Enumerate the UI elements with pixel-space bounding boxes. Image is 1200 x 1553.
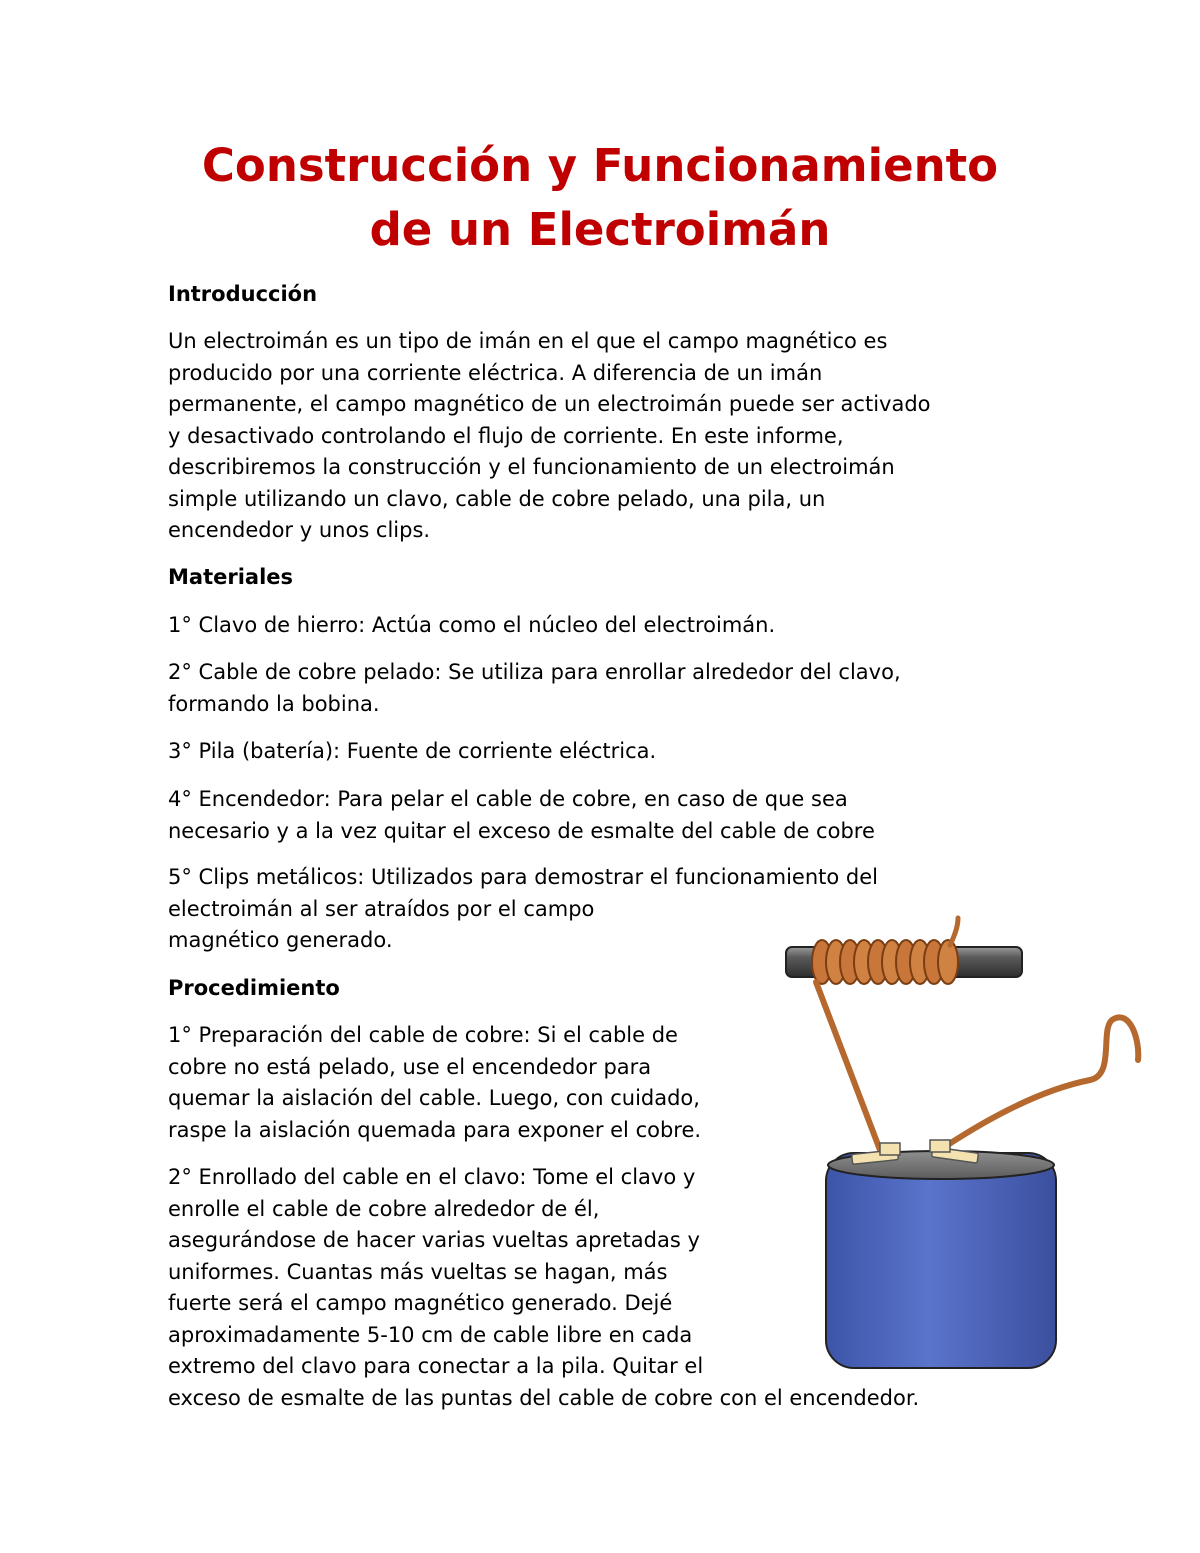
intro-line: permanente, el campo magnético de un electroimán puede ser activado	[168, 392, 931, 416]
material-line: 5° Clips metálicos: Utilizados para demostrar el funcionamiento del	[168, 865, 878, 889]
intro-line: describiremos la construcción y el funcionamiento de un electroimán	[168, 455, 895, 479]
procedure-line: uniformes. Cuantas más vueltas se hagan, más	[168, 1259, 668, 1284]
procedure-line: enrolle el cable de cobre alrededor de él,	[168, 1196, 600, 1221]
procedure-line: 1° Preparación del cable de cobre: Si el cable de	[168, 1023, 678, 1047]
title-line-1: Construcción y Funcionamiento	[201, 139, 999, 192]
procedure-line: cobre no está pelado, use el encendedor para	[168, 1054, 652, 1079]
intro-line: Un electroimán es un tipo de imán en el que el campo magnético es	[168, 329, 888, 353]
procedure-line: raspe la aislación quemada para exponer el cobre.	[168, 1117, 702, 1142]
procedure-line: asegurándose de hacer varias vueltas apretadas y	[168, 1228, 700, 1252]
wire-right-icon	[940, 1017, 1138, 1150]
material-line: necesario y a la vez quitar el exceso de esmalte del cable de cobre	[168, 818, 875, 843]
electromagnet-illustration	[770, 905, 1150, 1380]
intro-heading: Introducción	[168, 282, 318, 306]
procedure-line: 2° Enrollado del cable en el clavo: Tome el clavo y	[168, 1165, 696, 1189]
intro-line: simple utilizando un clavo, cable de cobre pelado, una pila, un	[168, 486, 826, 511]
material-line: 2° Cable de cobre pelado: Se utiliza para enrollar alrededor del clavo,	[168, 660, 901, 684]
material-line: 3° Pila (batería): Fuente de corriente eléctrica.	[168, 739, 657, 763]
wire-end-icon	[950, 918, 958, 945]
document-title	[100, 134, 1100, 262]
material-line: 1° Clavo de hierro: Actúa como el núcleo del electroimán.	[168, 613, 776, 637]
procedure-line: aproximadamente 5-10 cm de cable libre en cada	[168, 1322, 693, 1347]
procedure-heading: Procedimiento	[168, 976, 340, 1000]
procedure-line: exceso de esmalte de las puntas del cable de cobre con el encendedor.	[168, 1385, 920, 1410]
material-line: 4° Encendedor: Para pelar el cable de cobre, en caso de que sea	[168, 787, 848, 811]
procedure-step-1	[168, 1020, 701, 1146]
procedure-line: quemar la aislación del cable. Luego, con cuidado,	[168, 1086, 700, 1110]
procedure-line: fuerte será el campo magnético generado. Dejé	[168, 1291, 673, 1315]
material-line: magnético generado.	[168, 928, 393, 952]
material-line: electroimán al ser atraídos por el campo	[168, 896, 595, 921]
intro-line: producido por una corriente eléctrica. A diferencia de un imán	[168, 360, 823, 385]
battery-icon	[826, 1140, 1056, 1368]
material-item-1	[168, 610, 775, 642]
material-item-3	[168, 736, 656, 768]
material-line: formando la bobina.	[168, 691, 380, 716]
intro-line: encendedor y unos clips.	[168, 518, 431, 542]
intro-paragraph	[168, 326, 931, 547]
materials-heading: Materiales	[168, 565, 294, 589]
procedure-line: extremo del clavo para conectar a la pila. Quitar el	[168, 1354, 704, 1378]
material-item-2	[168, 657, 901, 720]
intro-line: y desactivado controlando el flujo de corriente. En este informe,	[168, 423, 844, 448]
material-item-4	[168, 784, 875, 847]
title-line-2: de un Electroimán	[369, 203, 831, 256]
wire-left-icon	[816, 982, 880, 1150]
copper-coil-icon	[812, 940, 958, 984]
